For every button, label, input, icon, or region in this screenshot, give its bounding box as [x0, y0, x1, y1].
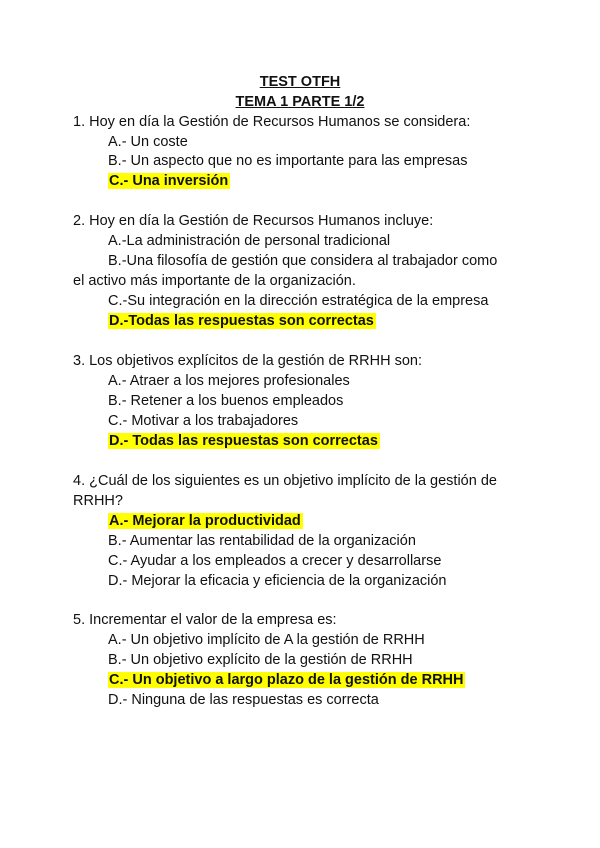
question-3-option-c: C.- Motivar a los trabajadores: [108, 413, 299, 429]
question-5-option-d: D.- Ninguna de las respuestas es correcta: [108, 692, 379, 708]
question-3-text: 3. Los objetivos explícitos de la gestión de RRHH son:: [73, 353, 422, 369]
question-1-text: 1. Hoy en día la Gestión de Recursos Humanos se considera:: [73, 114, 471, 130]
question-4-option-d: D.- Mejorar la eficacia y eficiencia de la organización: [108, 573, 447, 589]
question-1-option-b: B.- Un aspecto que no es importante para las empresas: [108, 153, 468, 169]
question-5-text: 5. Incrementar el valor de la empresa es:: [73, 612, 337, 628]
question-4-text-continued: RRHH?: [73, 493, 123, 509]
question-3-option-d-correct: [108, 432, 380, 451]
question-3-option-b: B.- Retener a los buenos empleados: [108, 393, 344, 409]
question-4-option-a-correct: [108, 512, 303, 531]
question-1-option-c-correct: [108, 172, 230, 191]
question-2-option-b: B.-Una filosofía de gestión que considera al trabajador como: [108, 253, 498, 269]
question-4-option-c: C.- Ayudar a los empleados a crecer y desarrollarse: [108, 553, 442, 569]
question-4-option-b: B.- Aumentar las rentabilidad de la organización: [108, 533, 416, 549]
question-3-option-a: A.- Atraer a los mejores profesionales: [108, 373, 350, 389]
question-5-option-a: A.- Un objetivo implícito de A la gestión de RRHH: [108, 632, 425, 648]
question-2-option-d-correct: [108, 312, 376, 331]
document-subtitle: TEMA 1 PARTE 1/2: [235, 94, 365, 110]
question-4-text: 4. ¿Cuál de los siguientes es un objetivo implícito de la gestión de: [73, 473, 497, 489]
question-2-option-a: A.-La administración de personal tradicional: [108, 233, 391, 249]
question-2-option-b-continued: el activo más importante de la organización.: [73, 273, 356, 289]
answer-highlight: C.- Una inversión: [109, 173, 229, 189]
answer-highlight: A.- Mejorar la productividad: [109, 513, 301, 529]
answer-highlight: D.-Todas las respuestas son correctas: [109, 313, 374, 329]
document-title: TEST OTFH: [259, 74, 341, 90]
question-1-option-a: A.- Un coste: [108, 134, 188, 150]
answer-highlight: D.- Todas las respuestas son correctas: [109, 433, 378, 449]
question-5-option-b: B.- Un objetivo explícito de la gestión de RRHH: [108, 652, 413, 668]
question-2-text: 2. Hoy en día la Gestión de Recursos Humanos incluye:: [73, 213, 434, 229]
question-5-option-c-correct: [108, 671, 465, 690]
answer-highlight: C.- Un objetivo a largo plazo de la gestión de RRHH: [109, 672, 464, 688]
question-2-option-c: C.-Su integración en la dirección estratégica de la empresa: [108, 293, 489, 309]
